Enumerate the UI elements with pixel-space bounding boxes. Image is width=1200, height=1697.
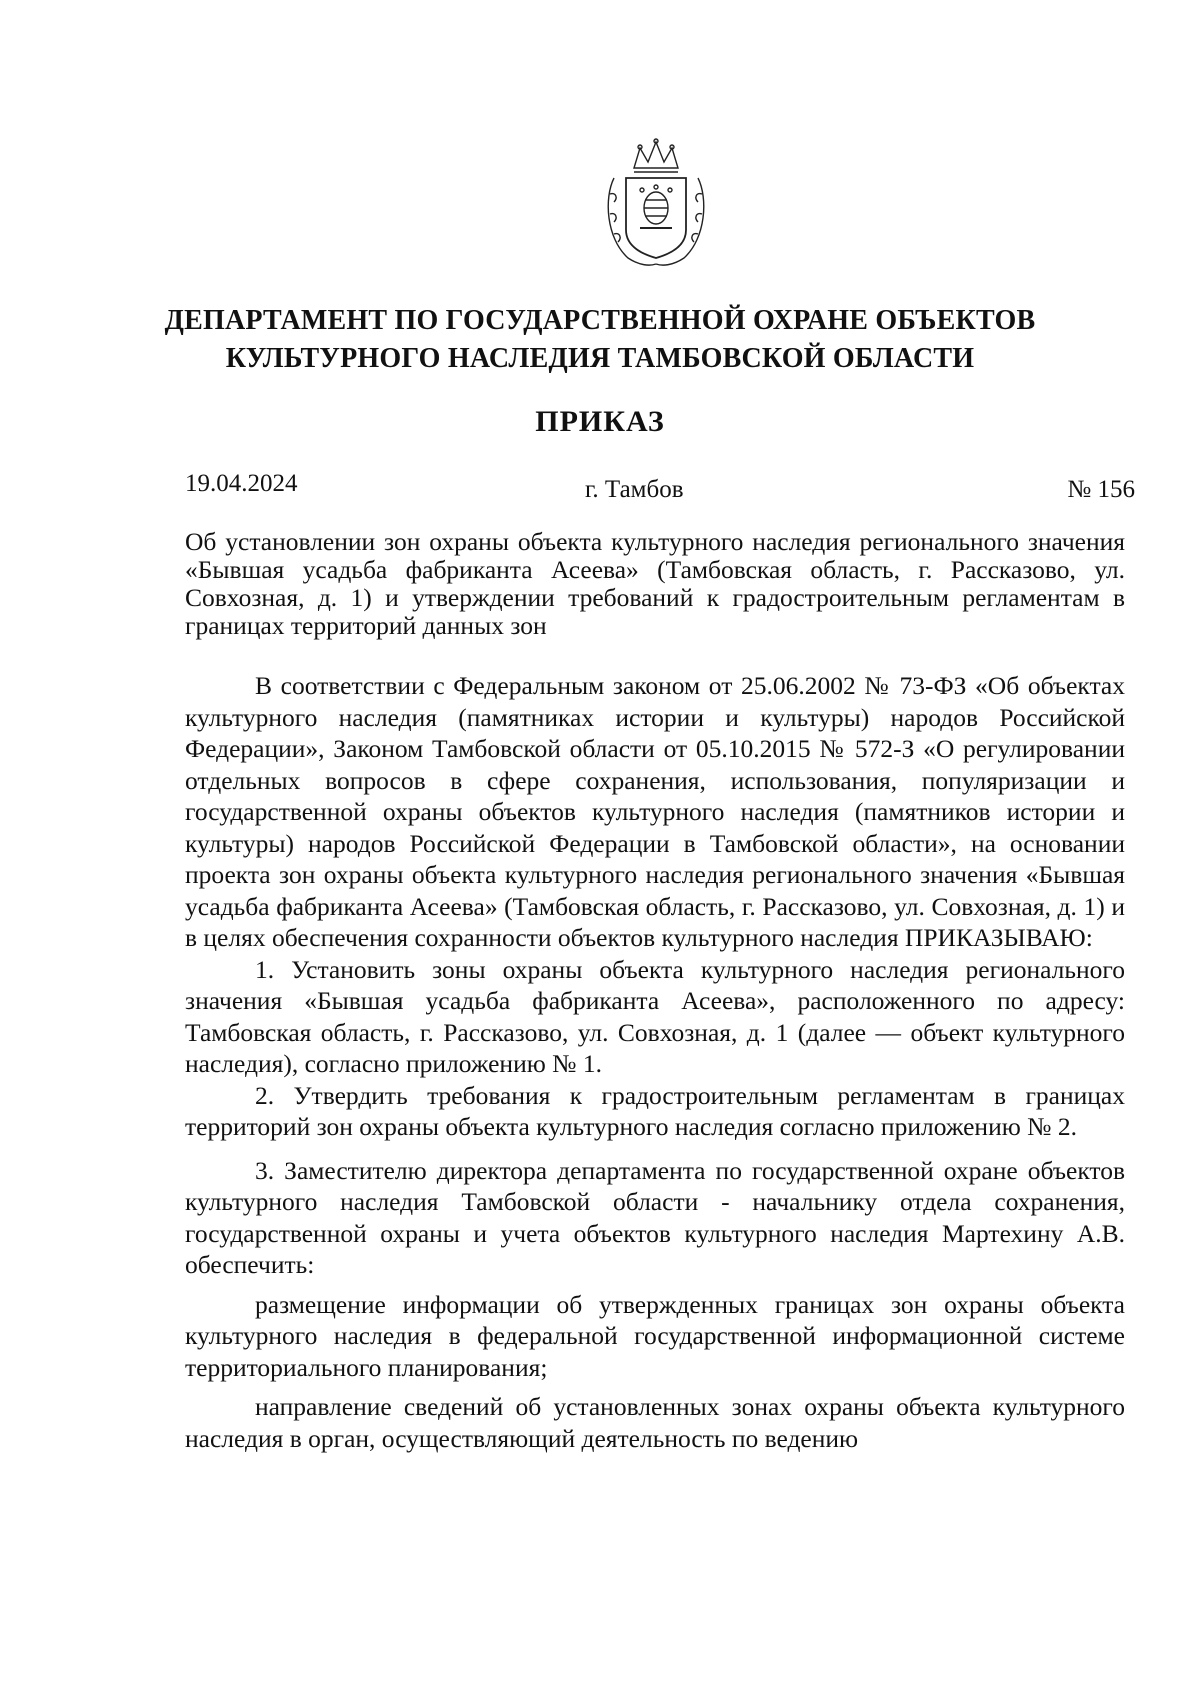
clause-3-item-paragraph: размещение информации об утвержденных границах зон охраны объекта культурного наследия в федеральной государственной информационной системе территориального планирования;: [185, 1289, 1125, 1382]
order-body: [185, 670, 1125, 1454]
clause-3-paragraph: 3. Заместителю директора департамента по государственной охране объектов культурного наследия Тамбовской области - начальнику отдела сохранения, государственной охраны и учета объектов культурного наследия Мартехину А.В. обеспечить:: [185, 1155, 1125, 1279]
clause-2-paragraph: 2. Утвердить требования к градостроительным регламентам в границах территорий зон охраны объекта культурного наследия согласно приложению № 2.: [185, 1080, 1125, 1141]
document-city: г. Тамбов: [585, 476, 684, 503]
clause-3-item-paragraph: направление сведений об установленных зонах охраны объекта культурного наследия в орган, осуществляющий деятельность по ведению: [185, 1392, 1125, 1453]
document-meta-row: [185, 470, 1135, 506]
document-date: 19.04.2024: [185, 470, 298, 497]
document-number: № 156: [1067, 476, 1135, 503]
tambov-coat-of-arms-emblem: [600, 138, 712, 270]
clause-1-paragraph: 1. Установить зоны охраны объекта культурного наследия регионального значения «Бывшая усадьба фабриканта Асеева», расположенного по адресу: Тамбовская область, г. Рассказово, ул. Совхозная, д. 1 (далее — объект культурного наследия), согласно приложению № 1.: [185, 954, 1125, 1078]
document-type-title: ПРИКАЗ: [535, 405, 665, 438]
order-subject: Об установлении зон охраны объекта культурного наследия регионального значения «Бывшая усадьба фабриканта Асеева» (Тамбовская область, г. Рассказово, ул. Совхозная, д. 1) и утверждении требований к градостроительным регламентам в границах территорий данных зон: [185, 527, 1125, 640]
department-title: ДЕПАРТАМЕНТ ПО ГОСУДАРСТВЕННОЙ ОХРАНЕ ОБЪЕКТОВ КУЛЬТУРНОГО НАСЛЕДИЯ ТАМБОВСКОЙ ОБЛАСТИ: [164, 305, 1036, 374]
preamble-paragraph: В соответствии с Федеральным законом от 25.06.2002 № 73-ФЗ «Об объектах культурного наследия (памятниках истории и культуры) народов Российской Федерации», Законом Тамбовской области от 05.10.2015 № 572-З «О регулировании отдельных вопросов в сфере сохранения, использования, популяризации и государственной охраны объектов культурного наследия (памятников истории и культуры) народов Российской Федерации в Тамбовской области», на основании проекта зон охраны объекта культурного наследия регионального значения «Бывшая усадьба фабриканта Асеева» (Тамбовская область, г. Рассказово, ул. Совхозная, д. 1) и в целях обеспечения сохранности объектов культурного наследия ПРИКАЗЫВАЮ:: [185, 671, 1125, 952]
